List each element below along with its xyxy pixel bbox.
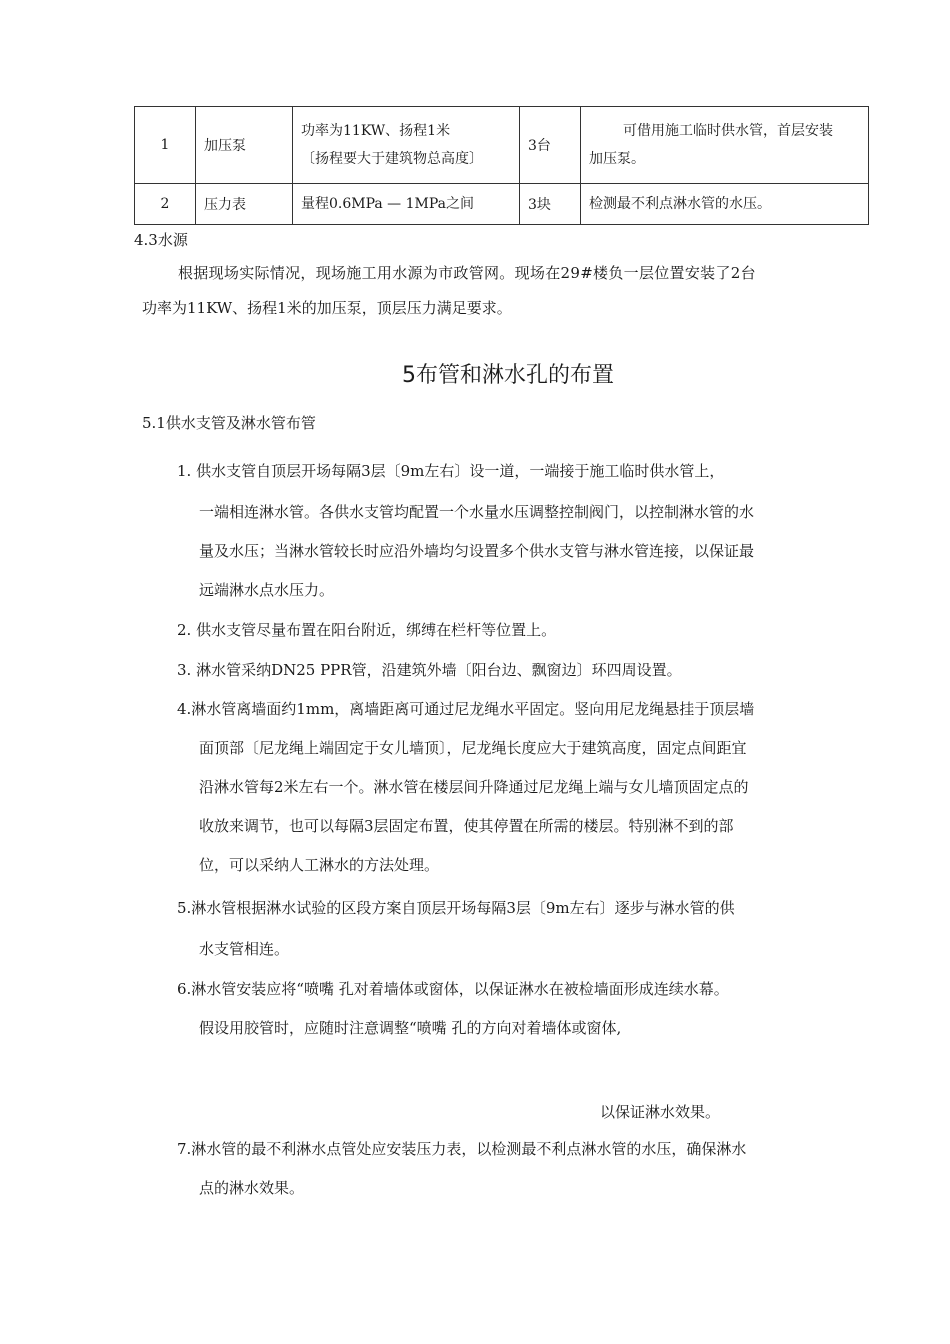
chapter-title: 5布管和淋水孔的布置 xyxy=(402,363,614,388)
row-number: 2 xyxy=(135,184,196,225)
equipment-name: 压力表 xyxy=(196,184,293,225)
list-item: 量及水压；当淋水管较长时应沿外墙均匀设置多个供水支管与淋水管连接，以保证最 xyxy=(199,542,755,560)
section-4-3-paragraph: 根据现场实际情况，现场施工用水源为市政管网。现场在29#楼负一层位置安装了2台 xyxy=(178,264,756,282)
row-number: 1 xyxy=(135,107,196,184)
equipment-note: 检测最不利点淋水管的水压。 xyxy=(581,184,869,225)
table-row xyxy=(135,107,869,184)
section-4-3-heading: 4.3水源 xyxy=(134,231,188,249)
note-line: 加压泵。 xyxy=(589,151,645,167)
list-item: 1. 供水支管自顶层开场每隔3层〔9m左右〕设一道，一端接于施工临时供水管上， xyxy=(177,462,725,480)
list-item: 水支管相连。 xyxy=(199,940,290,958)
equipment-table xyxy=(134,106,869,225)
list-item: 远端淋水点水压力。 xyxy=(199,581,335,599)
spec-line: 〔扬程要大于建筑物总高度〕 xyxy=(301,151,483,167)
list-item: 面顶部〔尼龙绳上端固定于女儿墙顶〕，尼龙绳长度应大于建筑高度，固定点间距宜 xyxy=(199,739,747,757)
list-item: 沿淋水管每2米左右一个。淋水管在楼层间升降通过尼龙绳上端与女儿墙顶固定点的 xyxy=(199,778,749,796)
list-item: 5.淋水管根据淋水试验的区段方案自顶层开场每隔3层〔9m左右〕逐步与淋水管的供 xyxy=(177,899,735,917)
equipment-qty: 3台 xyxy=(520,107,581,184)
note-line: 可借用施工临时供水管，首层安装 xyxy=(623,123,833,139)
list-item: 3. 淋水管采纳DN25 PPR管，沿建筑外墙〔阳台边、飘窗边〕环四周设置。 xyxy=(177,661,682,679)
list-item: 假设用胶管时，应随时注意调整“喷嘴 孔的方向对着墙体或窗体, xyxy=(199,1019,622,1037)
equipment-name: 加压泵 xyxy=(196,107,293,184)
list-item: 7.淋水管的最不利淋水点管处应安装压力表，以检测最不利点淋水管的水压，确保淋水 xyxy=(177,1140,747,1158)
list-item: 一端相连淋水管。各供水支管均配置一个水量水压调整控制阀门，以控制淋水管的水 xyxy=(199,503,755,521)
table-row xyxy=(135,184,869,225)
equipment-spec xyxy=(293,107,520,184)
equipment-qty: 3块 xyxy=(520,184,581,225)
list-item: 位，可以采纳人工淋水的方法处理。 xyxy=(199,856,440,874)
list-item: 6.淋水管安装应将“喷嘴 孔对着墙体或窗体，以保证淋水在被检墙面形成连续水幕。 xyxy=(177,980,729,998)
list-item: 点的淋水效果。 xyxy=(199,1179,305,1197)
list-item: 2. 供水支管尽量布置在阳台附近，绑缚在栏杆等位置上。 xyxy=(177,621,557,639)
list-item: 4.淋水管离墙面约1mm，离墙距离可通过尼龙绳水平固定。竖向用尼龙绳悬挂于顶层墙 xyxy=(177,700,755,718)
list-item: 收放来调节，也可以每隔3层固定布置，使其停置在所需的楼层。特别淋不到的部 xyxy=(199,817,734,835)
equipment-spec: 量程0.6MPa — 1MPa之间 xyxy=(293,184,520,225)
section-5-1-heading: 5.1供水支管及淋水管布管 xyxy=(142,414,316,432)
section-4-3-paragraph: 功率为11KW、扬程1米的加压泵，顶层压力满足要求。 xyxy=(142,299,512,317)
equipment-note xyxy=(581,107,869,184)
spec-line: 功率为11KW、扬程1米 xyxy=(301,123,451,139)
list-item: 以保证淋水效果。 xyxy=(600,1103,721,1121)
